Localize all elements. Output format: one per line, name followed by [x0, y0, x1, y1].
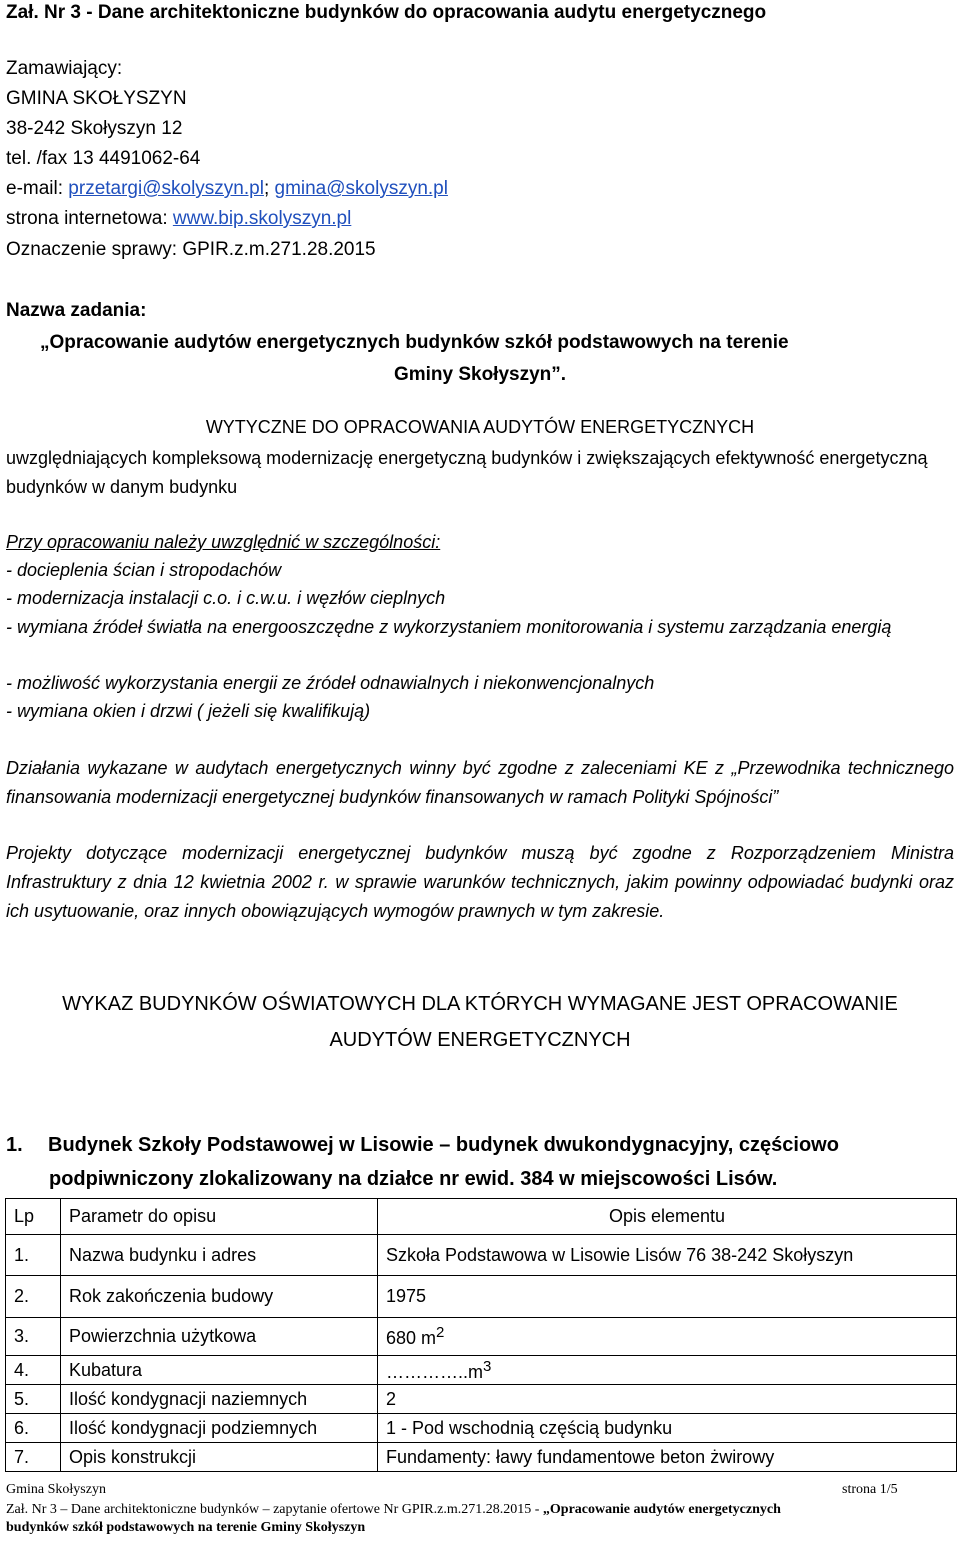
row-value: 2: [378, 1385, 957, 1414]
table-row: [6, 1385, 957, 1414]
building-heading-line1: Budynek Szkoły Podstawowej w Lisowie – budynek dwukondygnacyjny, częściowo: [48, 1134, 839, 1156]
building-parameters-table: [5, 1198, 957, 1472]
row-value-cell: [378, 1356, 957, 1385]
guideline-item: - możliwość wykorzystania energii ze źródeł odnawialnych i niekonwencjonalnych: [6, 673, 655, 693]
header-description: Opis elementu: [378, 1199, 957, 1235]
guidelines-intro: uwzględniających kompleksową modernizację energetyczną budynków i zwiększających efektywność energetyczną budynków w danym budynku: [6, 448, 928, 497]
building-list-title: [0, 986, 960, 1058]
row-lp: 7.: [6, 1443, 61, 1472]
orderer-web-line: [6, 204, 351, 234]
guideline-item: - wymiana okien i drzwi ( jeżeli się kwalifikują): [6, 701, 371, 721]
email-link-gmina[interactable]: gmina@skolyszyn.pl: [274, 178, 448, 199]
footer-line3: budynków szkół podstawowych na terenie Gminy Skołyszyn: [6, 1520, 366, 1535]
header-parameter: Parametr do opisu: [61, 1199, 378, 1235]
consider-label: Przy opracowaniu należy uwzględnić w szczególności:: [6, 532, 441, 552]
guideline-item: - wymiana źródeł światła na energooszczędne z wykorzystaniem monitorowania i systemu zarządzania energią: [6, 617, 892, 637]
footer-left: Gmina Skołyszyn: [6, 1482, 106, 1497]
table-header-row: [6, 1199, 957, 1235]
row-parameter: Opis konstrukcji: [61, 1443, 378, 1472]
row-parameter: Ilość kondygnacji podziemnych: [61, 1414, 378, 1443]
row-value: Fundamenty: ławy fundamentowe beton żwirowy: [378, 1443, 957, 1472]
actions-paragraph: Działania wykazane w audytach energetycznych winny być zgodne z zaleceniami KE z „Przewodnika technicznego finansowania modernizacji energetycznej budynków finansowanych w ramach Polityki Spójności”: [6, 758, 954, 807]
guidelines-title: WYTYCZNE DO OPRACOWANIA AUDYTÓW ENERGETYCZNYCH: [205, 417, 755, 437]
row-lp: 1.: [6, 1235, 61, 1276]
task-label: Nazwa zadania:: [6, 300, 147, 321]
orderer-label: Zamawiający:: [6, 58, 123, 79]
orderer-email-line: [6, 174, 448, 204]
row-value: …………..m: [386, 1361, 483, 1382]
web-prefix: strona internetowa:: [6, 208, 173, 229]
projects-paragraph: Projekty dotyczące modernizacji energetycznej budynków muszą być zgodne z Rozporządzeniem Ministra Infrastruktury z dnia 12 kwietnia 2002 r. w sprawie warunków technicznych, jakim powinny odpowiadać budynki oraz ich usytuowanie, oraz innych obowiązujących wymogów prawnych w tym zakresie.: [6, 843, 954, 921]
header-lp: Lp: [6, 1199, 61, 1235]
table-row: [6, 1356, 957, 1385]
row-parameter: Kubatura: [61, 1356, 378, 1385]
footer-line2-text: Zał. Nr 3 – Dane architektoniczne budynków – zapytanie ofertowe Nr GPIR.z.m.271.28.2015 -: [6, 1502, 543, 1517]
email-link-przetargi[interactable]: przetargi@skolyszyn.pl: [68, 178, 264, 199]
building-number: 1.: [6, 1134, 23, 1156]
table-row: [6, 1443, 957, 1472]
table-row: [6, 1235, 957, 1276]
row-parameter: Powierzchnia użytkowa: [61, 1318, 378, 1356]
email-prefix: e-mail:: [6, 178, 69, 199]
building-heading-line2: podpiwniczony zlokalizowany na działce nr ewid. 384 w miejscowości Lisów.: [49, 1168, 778, 1190]
email-separator: ;: [263, 178, 275, 199]
row-value: 680 m: [386, 1328, 437, 1348]
footer-line2: [6, 1502, 781, 1518]
orderer-phone: tel. /fax 13 4491062-64: [6, 148, 201, 169]
footer-line2-bold: „Opracowanie audytów energetycznych: [542, 1502, 781, 1517]
table-row: [6, 1276, 957, 1318]
row-value: Szkoła Podstawowa w Lisowie Lisów 76 38-242 Skołyszyn: [378, 1235, 957, 1276]
row-value-cell: [378, 1318, 957, 1356]
row-lp: 3.: [6, 1318, 61, 1356]
orderer-name: GMINA SKOŁYSZYN: [6, 88, 187, 109]
row-value: 1 - Pod wschodnią częścią budynku: [378, 1414, 957, 1443]
guideline-item: - docieplenia ścian i stropodachów: [6, 560, 282, 580]
row-parameter: Rok zakończenia budowy: [61, 1276, 378, 1318]
web-link[interactable]: www.bip.skolyszyn.pl: [172, 208, 352, 229]
building-heading: [6, 1128, 956, 1196]
row-lp: 6.: [6, 1414, 61, 1443]
case-number: Oznaczenie sprawy: GPIR.z.m.271.28.2015: [6, 239, 376, 260]
row-parameter: Nazwa budynku i adres: [61, 1235, 378, 1276]
row-value-unit-exponent: 2: [436, 1324, 445, 1341]
row-lp: 5.: [6, 1385, 61, 1414]
building-list-title-line2: AUDYTÓW ENERGETYCZNYCH: [329, 1029, 631, 1051]
row-value: 1975: [378, 1276, 957, 1318]
task-name-line1: „Opracowanie audytów energetycznych budynków szkół podstawowych na terenie: [40, 332, 789, 353]
table-row: [6, 1318, 957, 1356]
building-list-title-line1: WYKAZ BUDYNKÓW OŚWIATOWYCH DLA KTÓRYCH WYMAGANE JEST OPRACOWANIE: [62, 993, 898, 1015]
task-name-line2: Gminy Skołyszyn”.: [393, 364, 567, 385]
document-title: Zał. Nr 3 - Dane architektoniczne budynków do opracowania audytu energetycznego: [6, 2, 767, 23]
row-value-unit-exponent: 3: [483, 1357, 492, 1375]
row-lp: 2.: [6, 1276, 61, 1318]
footer-page-number: strona 1/5: [842, 1482, 898, 1497]
table-row: [6, 1414, 957, 1443]
row-lp: 4.: [6, 1356, 61, 1385]
row-parameter: Ilość kondygnacji naziemnych: [61, 1385, 378, 1414]
guideline-item: - modernizacja instalacji c.o. i c.w.u. i węzłów cieplnych: [6, 588, 446, 608]
orderer-address: 38-242 Skołyszyn 12: [6, 118, 183, 139]
